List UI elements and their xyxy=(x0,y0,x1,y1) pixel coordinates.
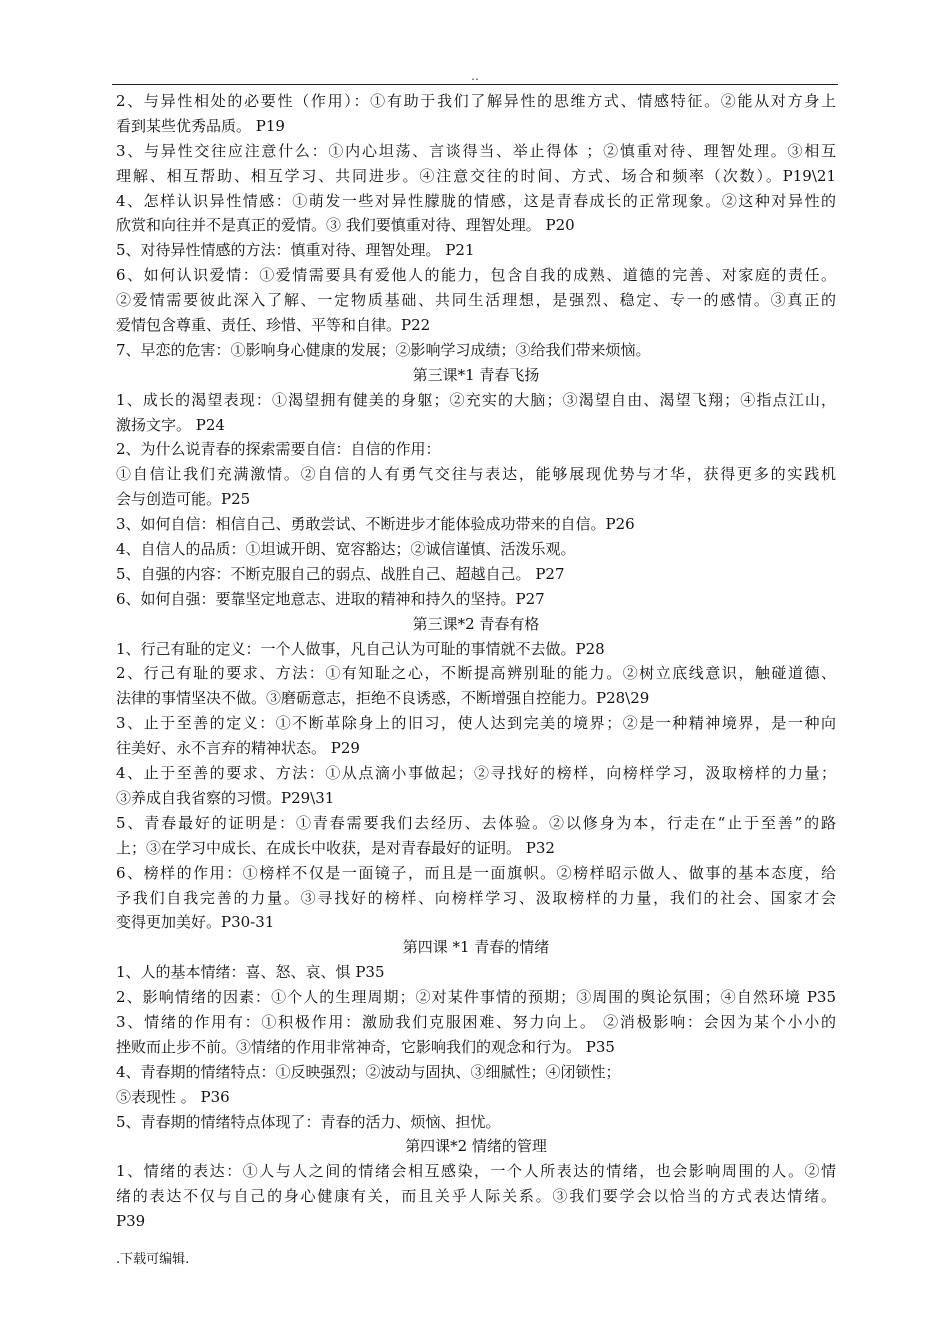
header-mark: .. xyxy=(471,69,479,83)
text-line: 挫败而止步不前。③情绪的作用非常神奇，它影响我们的观念和行为。 P35 xyxy=(116,1037,615,1056)
text-line: 4、青春期的情绪特点：①反映强烈；②波动与固执、③细腻性；④闭锁性； xyxy=(116,1062,621,1081)
text-line: 2、行己有耻的要求、方法：①有知耻之心，不断提高辨别耻的能力。②树立底线意识，触碰道德、 xyxy=(116,664,836,683)
text-line: 看到某些优秀品质。 P19 xyxy=(116,116,285,135)
text-line: 6、如何自强：要靠坚定地意志、进取的精神和持久的坚持。P27 xyxy=(116,589,545,608)
text-line: 2、为什么说青春的探索需要自信：自信的作用： xyxy=(116,440,441,459)
text-line: 2、影响情绪的因素：①个人的生理周期；②对某件事情的预期；③周围的舆论氛围；④自然环境 P35 xyxy=(116,988,836,1007)
section-heading: 第三课*1 青春飞扬 xyxy=(412,365,540,384)
text-line: 3、止于至善的定义：①不断革除身上的旧习，使人达到完美的境界；②是一种精神境界，是一种向 xyxy=(116,714,836,733)
text-line: 5、对待异性情感的方法：慎重对待、理智处理。 P21 xyxy=(116,241,475,260)
text-line: 变得更加美好。P30-31 xyxy=(116,913,275,932)
text-line: 法律的事情坚决不做。③磨砺意志，拒绝不良诱惑，不断增强自控能力。P28\29 xyxy=(116,689,650,708)
text-line: 4、止于至善的要求、方法：①从点滴小事做起；②寻找好的榜样，向榜样学习，汲取榜样的力量； xyxy=(116,764,836,783)
text-line: 5、青春最好的证明是：①青春需要我们去经历、去体验。②以修身为本，行走在“止于至善”的路 xyxy=(116,813,836,832)
text-line: 4、怎样认识异性情感：①萌发一些对异性朦胧的情感，这是青春成长的正常现象。②这种对异性的 xyxy=(116,191,836,210)
text-line: 1、情绪的表达：①人与人之间的情绪会相互感染，一个人所表达的情绪，也会影响周围的人。②情 xyxy=(116,1162,836,1181)
header-rule xyxy=(112,84,838,85)
text-line: 2、与异性相处的必要性（作用）：①有助于我们了解异性的思维方式、情感特征。②能从对方身上 xyxy=(116,92,836,110)
text-line: ②爱情需要彼此深入了解、一定物质基础、共同生活理想，是强烈、稳定、专一的感情。③真正的 xyxy=(116,291,836,310)
text-line: 4、自信人的品质：①坦诚开朗、宽容豁达；②诚信谨慎、活泼乐观。 xyxy=(116,540,576,559)
text-line: 5、自强的内容：不断克服自己的弱点、战胜自己、超越自己。 P27 xyxy=(116,564,565,583)
text-line: 3、如何自信：相信自己、勇敢尝试、不断进步才能体验成功带来的自信。P26 xyxy=(116,515,635,534)
document-body xyxy=(116,89,836,1234)
text-line: 往美好、永不言弃的精神状态。 P29 xyxy=(116,739,360,758)
text-line: 1、成长的渴望表现：①渴望拥有健美的身躯；②充实的大脑；③渴望自由、渴望飞翔；④指点江山， xyxy=(116,390,836,409)
text-line: 1、人的基本情绪：喜、怒、哀、惧 P35 xyxy=(116,963,385,982)
text-line: 上；③在学习中成长、在成长中收获，是对青春最好的证明。 P32 xyxy=(116,838,555,857)
text-line: 欣赏和向往并不是真正的爱情。③ 我们要慎重对待、理智处理。 P20 xyxy=(116,216,575,235)
text-line: 7、早恋的危害：①影响身心健康的发展；②影响学习成绩；③给我们带来烦恼。 xyxy=(116,340,651,359)
text-line: 6、如何认识爱情：①爱情需要具有爱他人的能力，包含自我的成熟、道德的完善、对家庭的责任。 xyxy=(116,266,836,285)
text-line: 理解、相互帮助、相互学习、共同进步。④注意交往的时间、方式、场合和频率（次数）。P19\21 xyxy=(116,166,836,185)
text-line: 1、行己有耻的定义：一个人做事，凡自己认为可耻的事情就不去做。P28 xyxy=(116,639,605,658)
text-line: 予我们自我完善的力量。③寻找好的榜样、向榜样学习、汲取榜样的力量，我们的社会、国家才会 xyxy=(116,888,836,907)
text-line: ⑤表现性 。 P36 xyxy=(116,1087,230,1106)
text-line: 3、情绪的作用有：①积极作用：激励我们克服困难、努力向上。 ②消极影响：会因为某个小小的 xyxy=(116,1012,836,1031)
text-line: 激扬文字。 P24 xyxy=(116,415,225,434)
text-line: 5、青春期的情绪特点体现了：青春的活力、烦恼、担忧。 xyxy=(116,1112,501,1131)
text-line: ③养成自我省察的习惯。P29\31 xyxy=(116,788,335,807)
text-line: 3、与异性交往应注意什么：①内心坦荡、言谈得当、举止得体 ；②慎重对待、理智处理。③相互 xyxy=(116,141,836,160)
text-line: 绪的表达不仅与自己的身心健康有关，而且关乎人际关系。③我们要学会以恰当的方式表达情绪。 xyxy=(116,1187,836,1206)
text-line: 会与创造可能。P25 xyxy=(116,490,251,509)
section-heading: 第四课 *1 青春的情绪 xyxy=(402,938,550,957)
section-heading: 第四课*2 情绪的管理 xyxy=(405,1137,547,1156)
section-heading: 第三课*2 青春有格 xyxy=(412,614,540,633)
text-line: P39 xyxy=(116,1212,146,1231)
footer-note: .下载可编辑. xyxy=(116,1252,190,1267)
text-line: ①自信让我们充满激情。②自信的人有勇气交往与表达，能够展现优势与才华，获得更多的实践机 xyxy=(116,465,836,484)
text-line: 爱情包含尊重、责任、珍惜、平等和自律。P22 xyxy=(116,316,431,335)
text-line: 6、榜样的作用：①榜样不仅是一面镜子，而且是一面旗帜。②榜样昭示做人、做事的基本态度，给 xyxy=(116,863,836,882)
